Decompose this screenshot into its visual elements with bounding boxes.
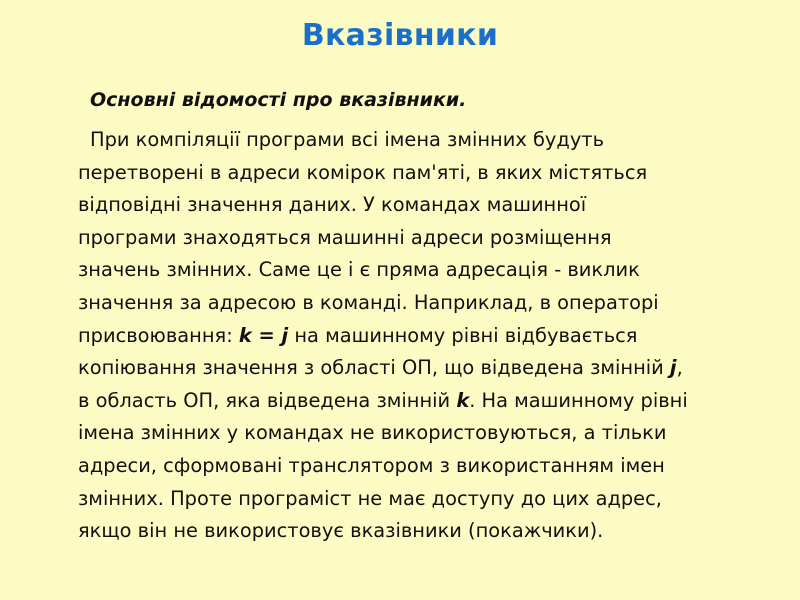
body-line-6: значення за адресою в команді. Наприклад, в операторі [78, 290, 659, 314]
variable-k: k [456, 388, 470, 412]
body-line-12: змінних. Проте програміст не має доступу до цих адрес, [78, 486, 662, 510]
body-line-2: перетворені в адреси комірок пам'яті, в яких містяться [78, 160, 648, 184]
line9-before: в область ОП, яка відведена змінній [78, 388, 457, 412]
body-line-13: якщо він не використовує вказівники (покажчики). [78, 519, 604, 543]
line8-before: копіювання значення з області ОП, що відведена змінній [78, 356, 670, 380]
body-line-11: адреси, сформовані транслятором з використанням імен [78, 453, 665, 477]
line9-after: . На машинному рівні [469, 388, 688, 412]
body-line-5: значень змінних. Саме це і є пряма адресація - виклик [78, 258, 640, 282]
body-line-1: При компіляції програми всі імена змінних будуть [90, 128, 605, 151]
body-line-9 [78, 385, 768, 418]
line7-before: присвоювання: [78, 323, 239, 347]
body-line-3: відповідні значення даних. У командах машинної [78, 193, 587, 217]
body-line-10: імена змінних у командах не використовуються, а тільки [78, 421, 667, 445]
slide-subtitle: Основні відомості про вказівники. [90, 89, 467, 111]
line7-after: на машинному рівні відбувається [288, 323, 638, 347]
line8-after: , [676, 356, 683, 380]
body-line-7 [78, 320, 768, 353]
body-line-8 [78, 352, 768, 385]
variable-j: j [669, 356, 677, 380]
code-expression: k = j [238, 323, 289, 347]
body-line-4: програми знаходяться машинні адреси розміщення [78, 225, 612, 249]
slide-title: Вказівники [301, 18, 499, 53]
body-text [78, 124, 768, 548]
